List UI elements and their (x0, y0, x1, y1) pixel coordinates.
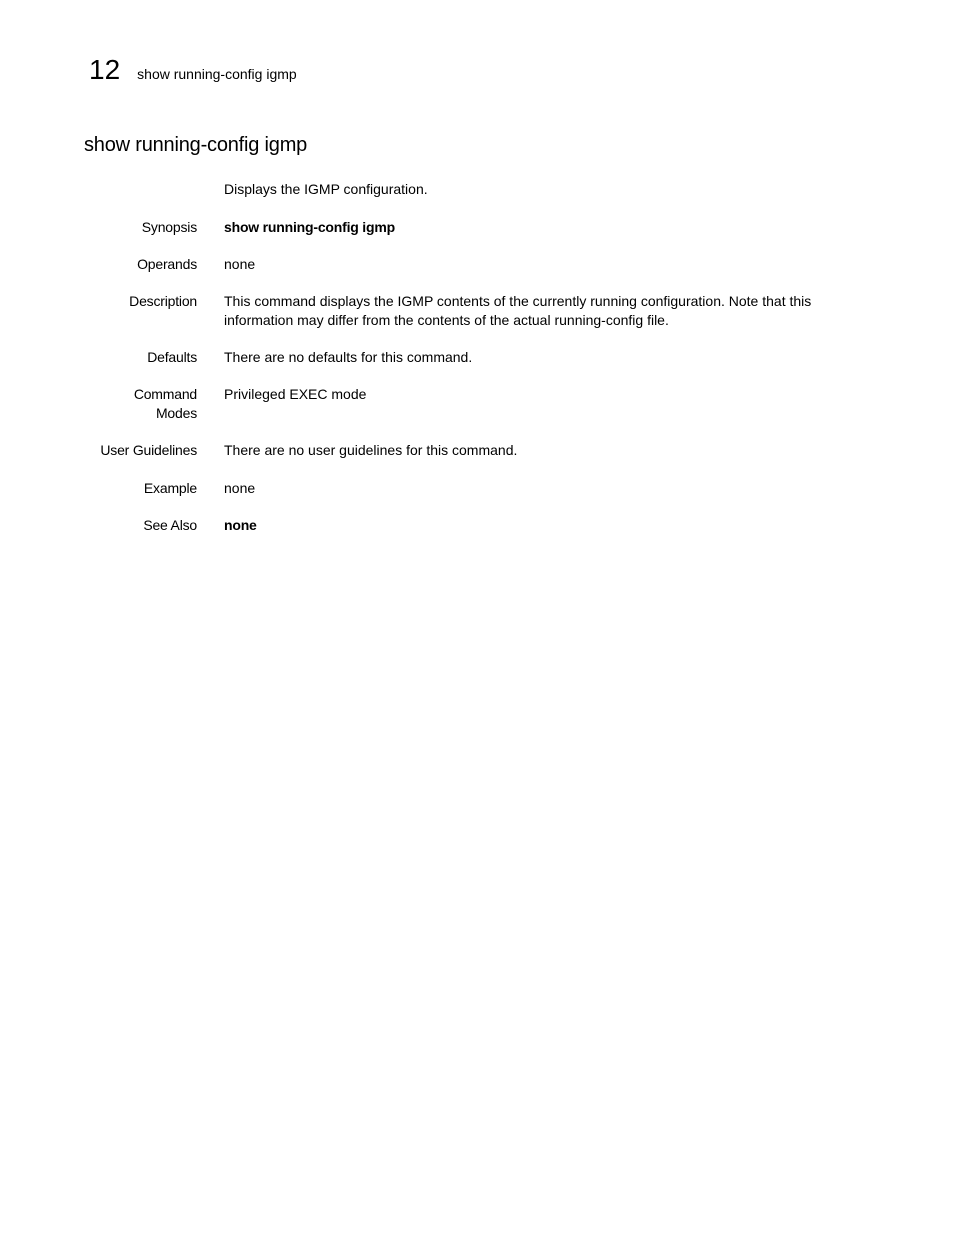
defaults-label: Defaults (147, 349, 197, 365)
intro-text: Displays the IGMP configuration. (224, 181, 428, 197)
user-guidelines-value: There are no user guidelines for this command. (224, 442, 518, 458)
defaults-value: There are no defaults for this command. (224, 349, 473, 365)
example-value: none (224, 480, 256, 496)
page-header (89, 54, 297, 86)
description-value (224, 292, 864, 329)
command-modes-label-line-1: Command (133, 386, 197, 402)
description-label: Description (129, 293, 197, 309)
see-also-label: See Also (143, 517, 197, 533)
user-guidelines-label: User Guidelines (100, 442, 197, 458)
synopsis-value: show running-config igmp (224, 219, 395, 235)
command-modes-label (47, 385, 197, 422)
chapter-number: 12 (89, 54, 121, 85)
example-label: Example (143, 480, 197, 496)
synopsis-label: Synopsis (141, 219, 197, 235)
running-title: show running-config igmp (137, 66, 297, 82)
section-title: show running-config igmp (84, 134, 308, 156)
command-modes-value: Privileged EXEC mode (224, 386, 367, 402)
command-modes-label-line-2: Modes (155, 404, 197, 421)
see-also-value: none (224, 517, 257, 533)
description-line-1: This command displays the IGMP contents of the currently running configuration. Note that this (224, 293, 812, 309)
operands-label: Operands (137, 256, 197, 272)
operands-value: none (224, 256, 256, 272)
description-line-2: information may differ from the contents of the actual running-config file. (224, 311, 669, 328)
